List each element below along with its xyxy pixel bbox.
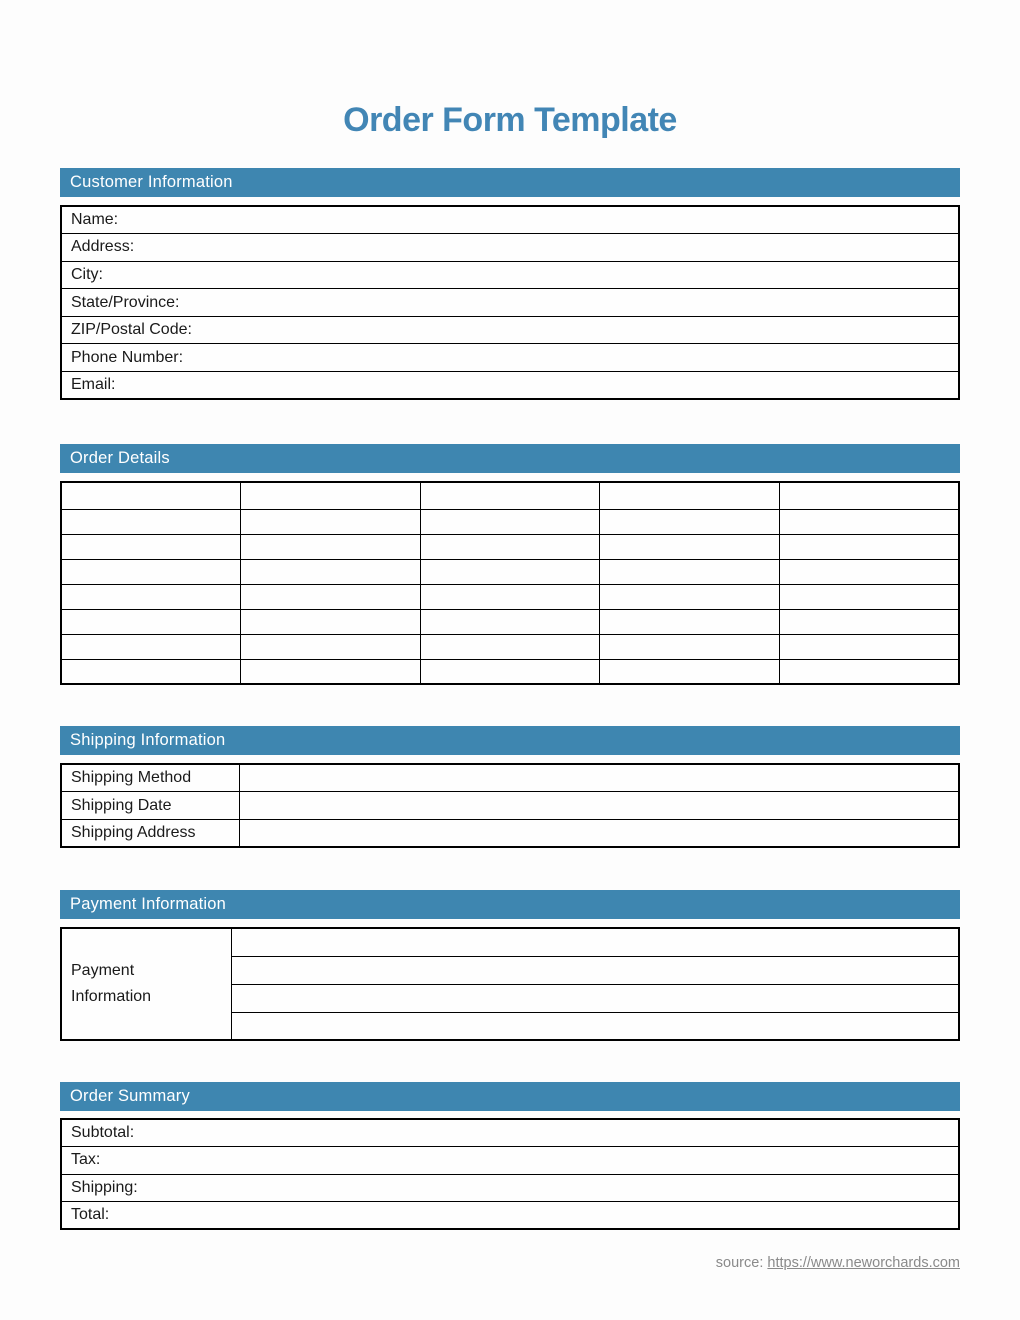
order-cell — [61, 609, 241, 634]
order-cell — [420, 509, 600, 534]
payment-information-label: Payment Information — [61, 928, 231, 1040]
section-order-summary — [60, 1082, 960, 1230]
order-cell — [241, 482, 421, 509]
tax-field: Tax: — [61, 1147, 959, 1174]
order-cell — [241, 509, 421, 534]
address-field: Address: — [61, 234, 959, 262]
table-row — [61, 534, 959, 559]
order-cell — [241, 584, 421, 609]
order-cell — [779, 509, 959, 534]
order-cell — [600, 509, 780, 534]
order-form-page — [60, 0, 960, 1271]
table-row — [61, 482, 959, 509]
order-cell — [600, 634, 780, 659]
page-title: Order Form Template — [343, 101, 677, 139]
state-province-field: State/Province: — [61, 289, 959, 317]
payment-value-cell — [231, 1012, 959, 1040]
shipping-information-header: Shipping Information — [60, 726, 960, 755]
payment-information-header: Payment Information — [60, 890, 960, 919]
zip-postal-code-field: ZIP/Postal Code: — [61, 316, 959, 344]
order-cell — [600, 659, 780, 684]
shipping-address-label: Shipping Address — [61, 820, 239, 848]
payment-information-table — [60, 927, 960, 1041]
section-customer-information — [60, 168, 960, 400]
order-cell — [420, 609, 600, 634]
shipping-date-value — [239, 792, 959, 820]
total-field: Total: — [61, 1201, 959, 1228]
order-cell — [61, 584, 241, 609]
table-row — [61, 820, 959, 848]
customer-information-header: Customer Information — [60, 168, 960, 197]
order-cell — [420, 659, 600, 684]
order-cell — [420, 482, 600, 509]
source-footer — [60, 1255, 960, 1271]
table-row — [61, 1201, 959, 1228]
table-row — [61, 764, 959, 792]
order-cell — [600, 609, 780, 634]
order-cell — [600, 534, 780, 559]
payment-value-cell — [231, 984, 959, 1012]
order-cell — [420, 534, 600, 559]
section-payment-information — [60, 890, 960, 1041]
shipping-date-label: Shipping Date — [61, 792, 239, 820]
shipping-information-table — [60, 763, 960, 848]
order-cell — [420, 634, 600, 659]
table-row — [61, 928, 959, 956]
table-row — [61, 344, 959, 372]
table-row — [61, 1174, 959, 1201]
table-row — [61, 316, 959, 344]
customer-information-table — [60, 205, 960, 400]
table-row — [61, 634, 959, 659]
order-cell — [61, 482, 241, 509]
order-cell — [241, 534, 421, 559]
order-cell — [241, 659, 421, 684]
section-shipping-information — [60, 726, 960, 848]
order-cell — [241, 634, 421, 659]
order-cell — [241, 609, 421, 634]
order-cell — [779, 609, 959, 634]
order-cell — [779, 659, 959, 684]
order-summary-header: Order Summary — [60, 1082, 960, 1111]
table-row — [61, 659, 959, 684]
table-row — [61, 584, 959, 609]
shipping-address-value — [239, 820, 959, 848]
name-field: Name: — [61, 206, 959, 234]
order-cell — [600, 482, 780, 509]
source-link[interactable]: https://www.neworchards.com — [767, 1254, 960, 1271]
order-cell — [779, 584, 959, 609]
order-cell — [241, 559, 421, 584]
order-cell — [61, 534, 241, 559]
source-label: source: — [715, 1254, 768, 1271]
table-row — [61, 609, 959, 634]
table-row — [61, 792, 959, 820]
shipping-field: Shipping: — [61, 1174, 959, 1201]
order-summary-table — [60, 1118, 960, 1230]
order-details-header: Order Details — [60, 444, 960, 473]
subtotal-field: Subtotal: — [61, 1119, 959, 1146]
order-cell — [779, 482, 959, 509]
phone-number-field: Phone Number: — [61, 344, 959, 372]
table-row — [61, 509, 959, 534]
shipping-method-label: Shipping Method — [61, 764, 239, 792]
table-row — [61, 289, 959, 317]
order-details-table — [60, 481, 960, 685]
table-row — [61, 372, 959, 400]
order-cell — [61, 659, 241, 684]
order-cell — [61, 634, 241, 659]
table-row — [61, 559, 959, 584]
order-cell — [420, 559, 600, 584]
order-cell — [600, 584, 780, 609]
order-cell — [779, 534, 959, 559]
order-cell — [420, 584, 600, 609]
table-row — [61, 261, 959, 289]
payment-value-cell — [231, 928, 959, 956]
order-cell — [600, 559, 780, 584]
shipping-method-value — [239, 764, 959, 792]
payment-value-cell — [231, 956, 959, 984]
table-row — [61, 206, 959, 234]
table-row — [61, 1119, 959, 1146]
city-field: City: — [61, 261, 959, 289]
email-field: Email: — [61, 372, 959, 400]
table-row — [61, 1147, 959, 1174]
order-cell — [779, 559, 959, 584]
table-row — [61, 234, 959, 262]
section-order-details — [60, 444, 960, 685]
order-cell — [61, 559, 241, 584]
order-cell — [779, 634, 959, 659]
order-cell — [61, 509, 241, 534]
